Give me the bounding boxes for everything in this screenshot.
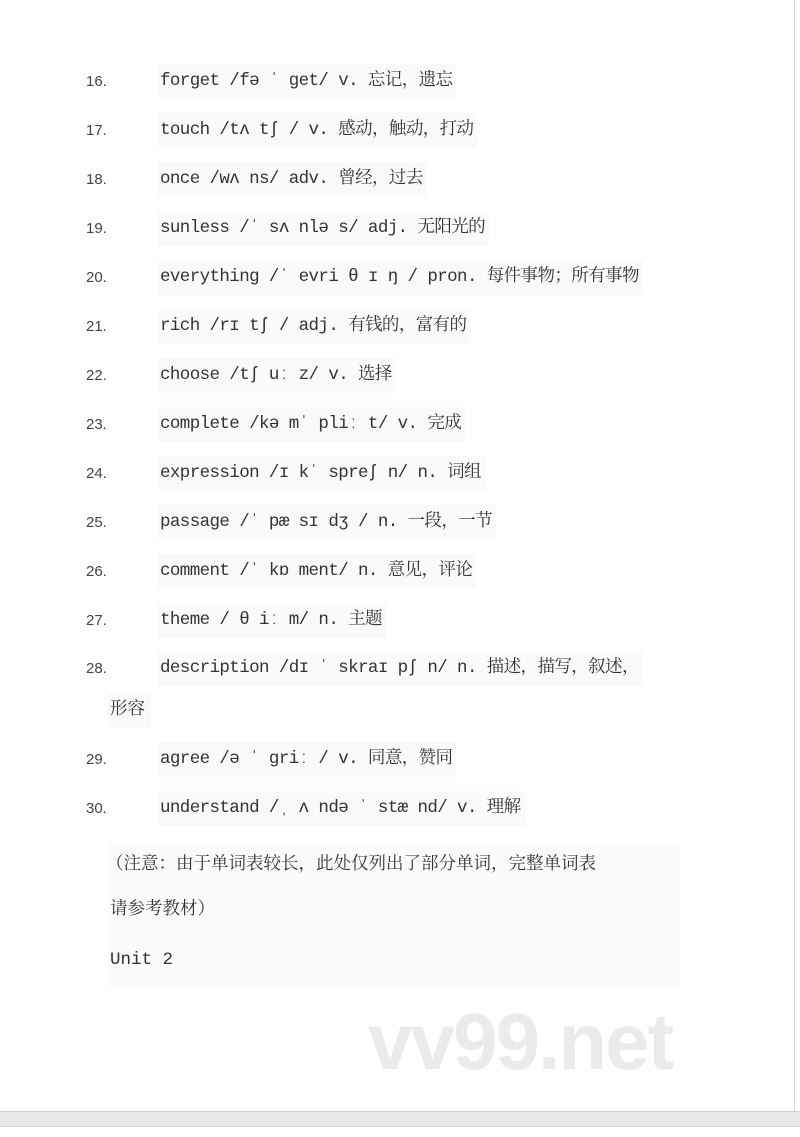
entry-text: passage /ˈ pæ sɪ dʒ / n. 一段，一节 — [158, 505, 496, 540]
vocab-entry — [0, 603, 800, 633]
entry-text: theme / θ iː m/ n. 主题 — [158, 603, 386, 638]
entry-number: 22. — [86, 367, 107, 384]
vocab-entry — [0, 456, 800, 486]
entry-text: touch /tʌ tʃ / v. 感动，触动，打动 — [158, 113, 477, 148]
entry-number: 18. — [86, 171, 107, 188]
entry-continuation: 形容 — [108, 693, 151, 728]
note-line-2: 请参考教材） — [110, 900, 215, 920]
vocab-entry — [0, 358, 800, 388]
vocab-entry — [0, 162, 800, 192]
vocab-entry — [0, 651, 800, 681]
vocab-entry — [0, 211, 800, 241]
entry-text: forget /fə ˈ get/ v. 忘记，遗忘 — [158, 64, 456, 99]
note-line-1: （注意：由于单词表较长，此处仅列出了部分单词，完整单词表 — [106, 855, 596, 875]
vocab-entry — [0, 791, 800, 821]
vocab-entry — [0, 407, 800, 437]
entry-text: rich /rɪ tʃ / adj. 有钱的，富有的 — [158, 309, 470, 344]
entry-text: complete /kə mˈ pliː t/ v. 完成 — [158, 407, 465, 442]
vocab-entry — [0, 505, 800, 535]
entry-text: agree /ə ˈ griː / v. 同意，赞同 — [158, 742, 456, 777]
vocab-entry — [0, 554, 800, 584]
vocab-entry — [0, 260, 800, 290]
entry-number: 20. — [86, 269, 107, 286]
entry-number: 26. — [86, 563, 107, 580]
entry-text: everything /ˈ evri θ ɪ ŋ / pron. 每件事物；所有事物 — [158, 260, 643, 295]
entry-text: expression /ɪ kˈ spreʃ n/ n. 词组 — [158, 456, 485, 491]
entry-number: 28. — [86, 660, 107, 677]
watermark: vv99.net — [368, 997, 673, 1086]
entry-number: 17. — [86, 122, 107, 139]
entry-text: description /dɪ ˈ skraɪ pʃ n/ n. 描述，描写，叙述， — [158, 651, 643, 686]
entry-number: 16. — [86, 73, 107, 90]
vocab-entry — [0, 113, 800, 143]
entry-text: understand /ˌ ʌ ndə ˈ stæ nd/ v. 理解 — [158, 791, 525, 826]
vocab-entry — [0, 309, 800, 339]
entry-number: 27. — [86, 612, 107, 629]
entry-number: 23. — [86, 416, 107, 433]
entry-number: 21. — [86, 318, 107, 335]
vocab-entry — [0, 64, 800, 94]
entry-text: sunless /ˈ sʌ nlə s/ adj. 无阳光的 — [158, 211, 489, 246]
entry-text: once /wʌ ns/ adv. 曾经，过去 — [158, 162, 427, 197]
entry-number: 30. — [86, 800, 107, 817]
entry-text: comment /ˈ kɒ ment/ n. 意见，评论 — [158, 554, 476, 589]
entry-number: 19. — [86, 220, 107, 237]
entry-number: 24. — [86, 465, 107, 482]
entry-text: choose /tʃ uː z/ v. 选择 — [158, 358, 396, 393]
page-bottom-bar — [0, 1111, 800, 1127]
entry-number: 25. — [86, 514, 107, 531]
vocab-entry — [0, 742, 800, 772]
entry-number: 29. — [86, 751, 107, 768]
unit-heading: Unit 2 — [110, 950, 174, 970]
